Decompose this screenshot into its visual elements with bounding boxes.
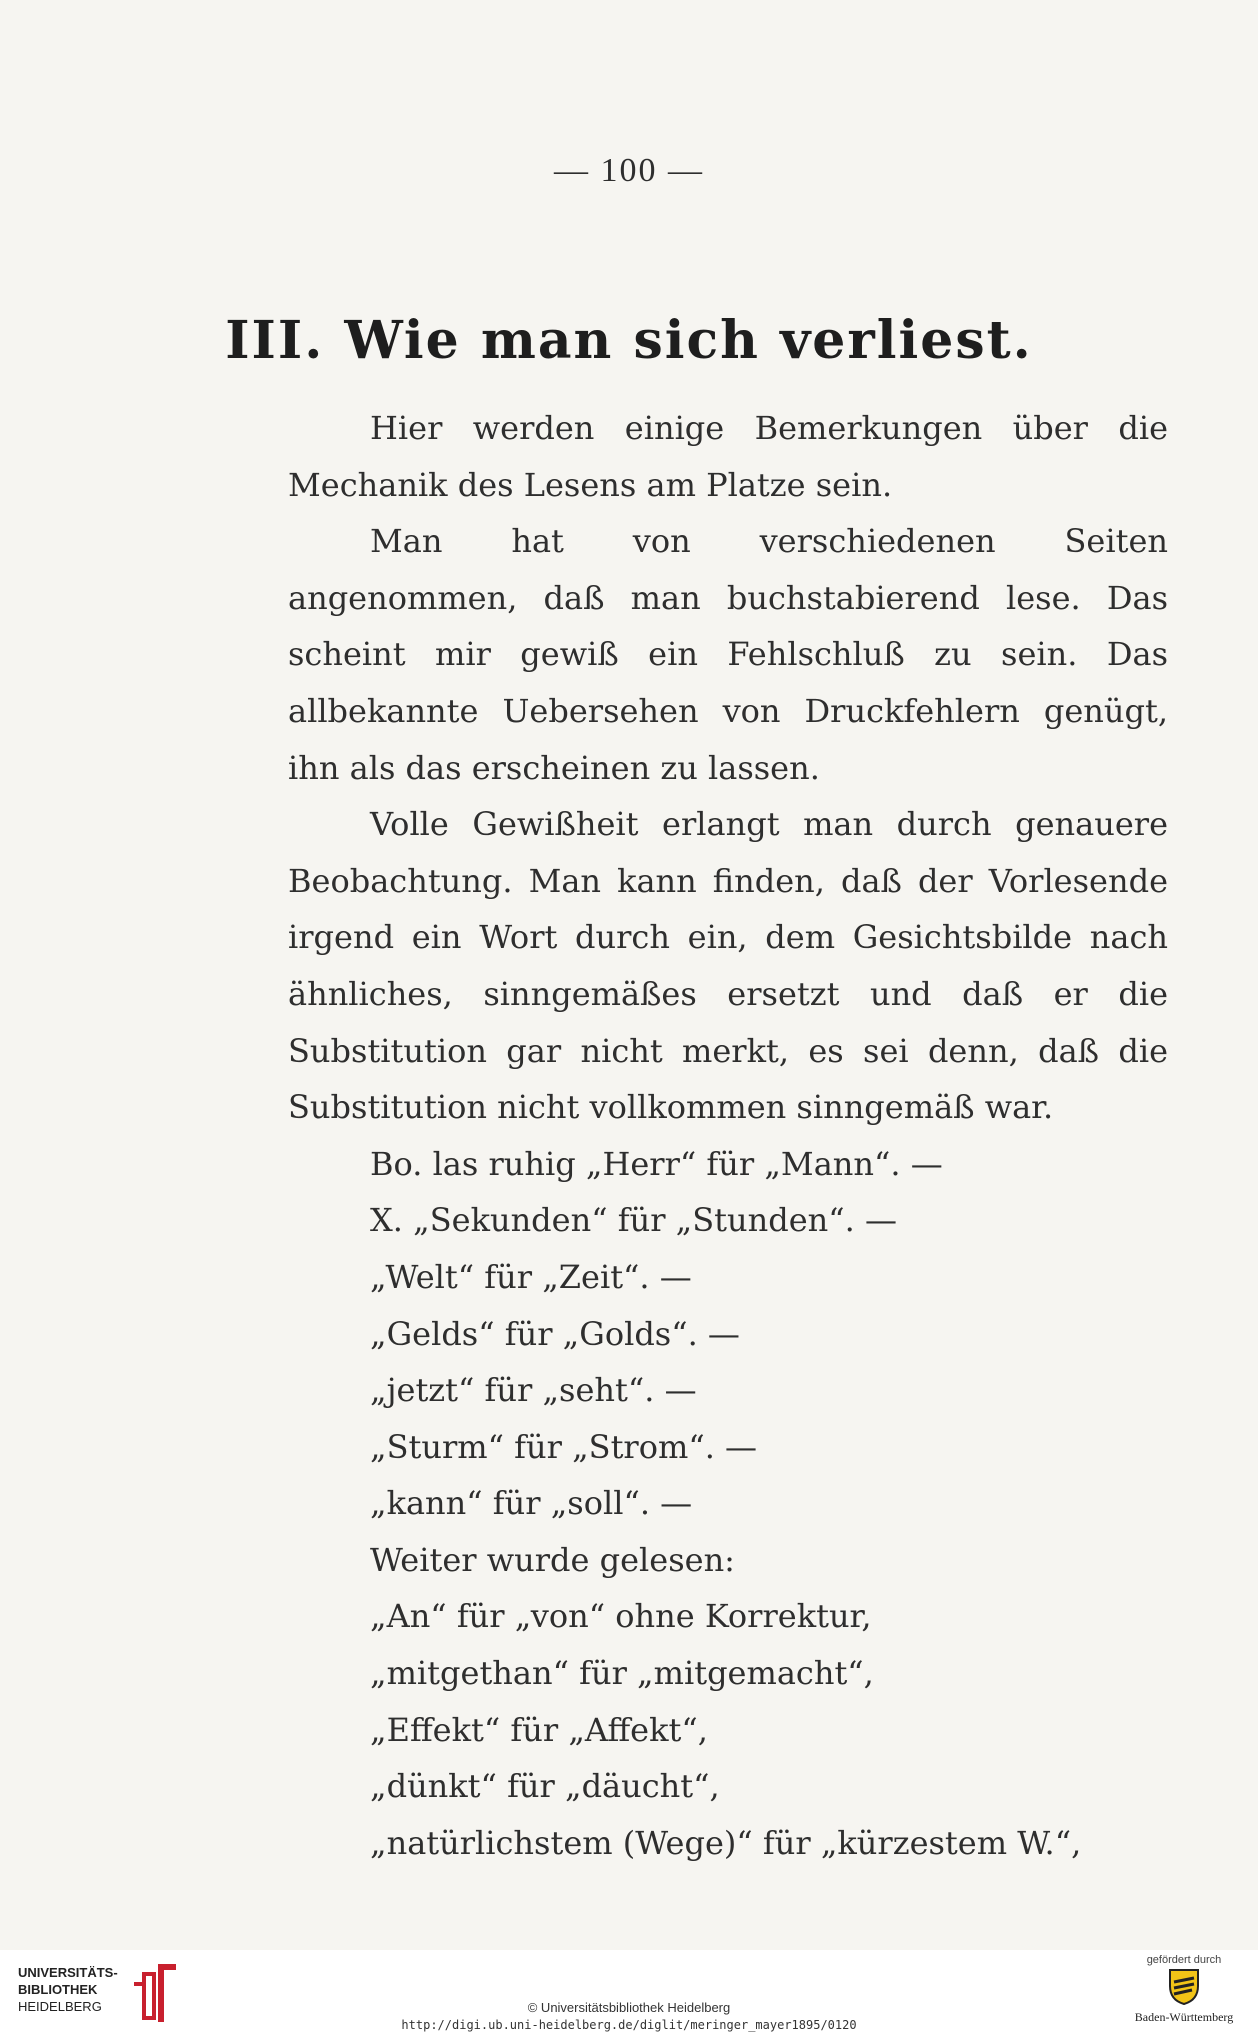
sponsor-label: gefördert durch xyxy=(1146,1954,1222,1966)
example-line: „jetzt“ für „seht“. — xyxy=(370,1371,697,1410)
paragraph: Volle Gewißheit erlangt man durch genauere Beobachtung. Man kann finden, daß der Vorlesende irgend ein Wort durch ein, dem Gesichtsbilde nach ähnliches, sinngemäßes ersetzt und daß er die Substitution gar nicht merkt, es sei denn, daß die Substitution nicht vollkommen sinngemäß war. xyxy=(288,805,1168,1127)
example-line: „natürlichstem (Wege)“ für „kürzestem W.“, xyxy=(370,1823,1082,1862)
example-line: „dünkt“ für „däucht“, xyxy=(370,1767,720,1806)
paragraph: Man hat von verschiedenen Seiten angenommen, daß man buchstabierend lese. Das scheint mir gewiß ein Fehlschluß zu sein. Das allbekannte Uebersehen von Druckfehlern genügt, ihn als das erscheinen zu lassen. xyxy=(288,522,1168,787)
body-text xyxy=(288,400,1168,1871)
chapter-heading: III. Wie man sich verliest. xyxy=(225,310,1033,371)
example-line: „An“ für „von“ ohne Korrektur, xyxy=(370,1597,872,1636)
copyright-notice: © Universitätsbibliothek Heidelberg xyxy=(527,2000,731,2015)
library-mark-icon xyxy=(130,1960,180,2026)
library-name: UNIVERSITÄTS- BIBLIOTHEK HEIDELBERG xyxy=(18,1965,118,2014)
example-line: X. „Sekunden“ für „Stunden“. — xyxy=(370,1201,897,1240)
footer-bar xyxy=(0,1950,1258,2043)
paragraph: Hier werden einige Bemerkungen über die Mechanik des Lesens am Platze sein. xyxy=(288,409,1168,504)
sponsor-name: Baden-Württemberg xyxy=(1134,2010,1234,2024)
state-coat-of-arms-icon xyxy=(1166,1966,1202,2006)
example-line: Weiter wurde gelesen: xyxy=(370,1540,735,1579)
example-line: Bo. las ruhig „Herr“ für „Mann“. — xyxy=(370,1144,943,1183)
example-line: „Gelds“ für „Golds“. — xyxy=(370,1314,740,1353)
source-url-link[interactable]: http://digi.ub.uni-heidelberg.de/diglit/meringer_mayer1895/0120 xyxy=(401,2018,857,2032)
example-line: „Welt“ für „Zeit“. — xyxy=(370,1257,692,1296)
example-line: „Effekt“ für „Affekt“, xyxy=(370,1710,708,1749)
example-line: „kann“ für „soll“. — xyxy=(370,1484,693,1523)
example-line: „mitgethan“ für „mitgemacht“, xyxy=(370,1654,874,1693)
example-line: „Sturm“ für „Strom“. — xyxy=(370,1427,758,1466)
page-number: — 100 — xyxy=(554,152,704,189)
sponsor-block xyxy=(1124,1954,1244,2025)
